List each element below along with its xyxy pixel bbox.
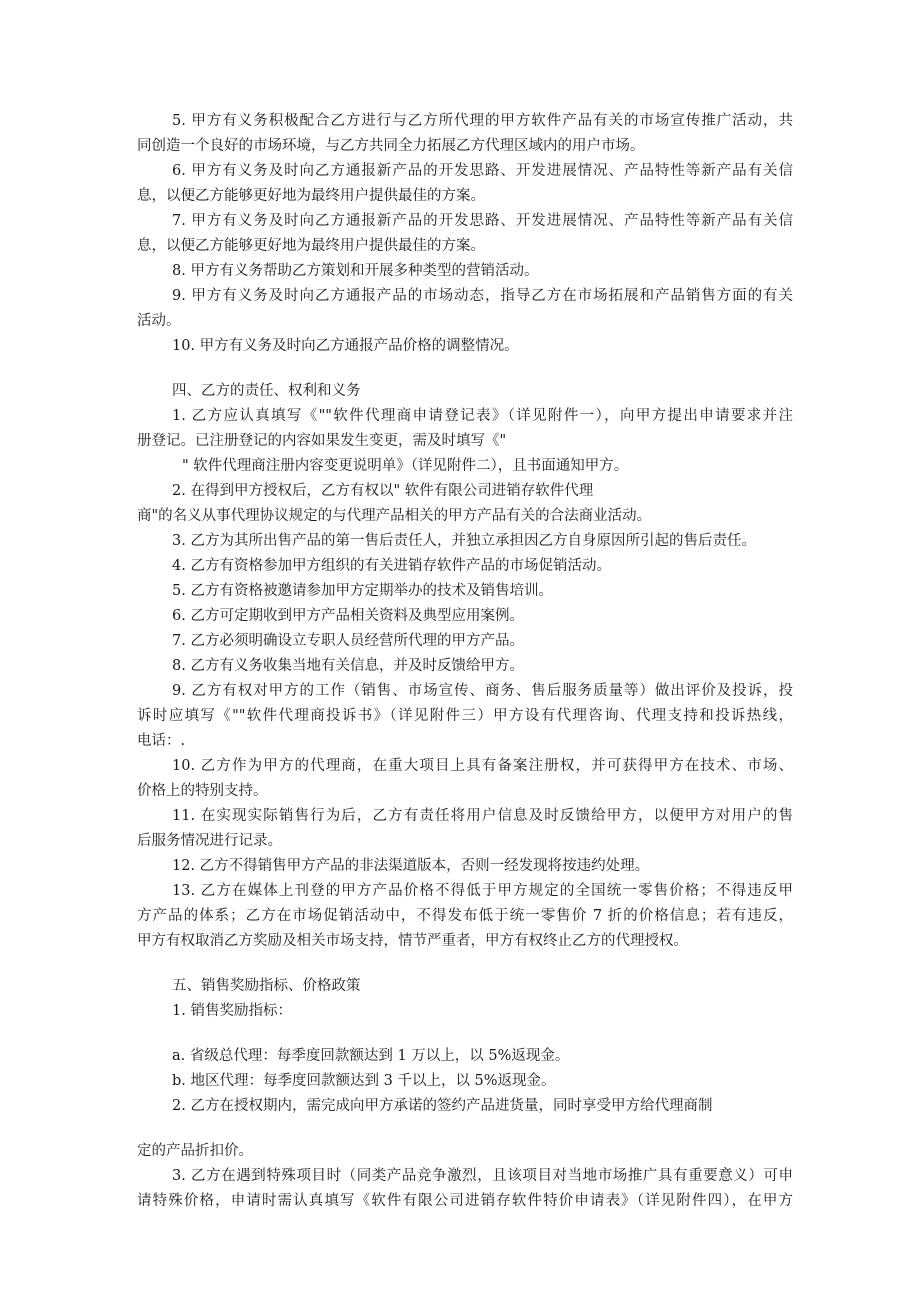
text-line: 册登记。已注册登记的内容如果发生变更，需及时填写《": [137, 433, 507, 449]
text-line: " 软件代理商注册内容变更说明单》（详见附件二），且书面通知甲方。: [182, 458, 629, 474]
text-line: 10. 甲方有义务及时向乙方通报产品价格的调整情况。: [172, 338, 519, 354]
text-line: 定的产品折扣价。: [137, 1143, 253, 1159]
text-line: 息，以便乙方能够更好地为最终用户提供最佳的方案。: [137, 188, 485, 204]
text-line: 4. 乙方有资格参加甲方组织的有关进销存软件产品的市场促销活动。: [172, 558, 611, 574]
text-line: 同创造一个良好的市场环境，与乙方共同全力拓展乙方代理区域内的用户市场。: [137, 138, 645, 154]
text-line: 价格上的特别支持。: [137, 783, 268, 799]
text-line: 商"的名义从事代理协议规定的与代理产品相关的甲方产品有关的合法商业活动。: [137, 508, 652, 524]
text-line: 请特殊价格，申请时需认真填写《软件有限公司进销存软件特价申请表》（详见附件四），在甲方: [137, 1193, 793, 1209]
text-line: 13. 乙方在媒体上刊登的甲方产品价格不得低于甲方规定的全国统一零售价格；不得违反甲: [172, 883, 793, 899]
text-line: a. 省级总代理：每季度回款额达到 1 万以上，以 5%返现金。: [172, 1048, 570, 1064]
text-line: 电话：.: [137, 733, 186, 749]
text-line: 7. 甲方有义务及时向乙方通报新产品的开发思路、开发进展情况、产品特性等新产品有关信: [172, 213, 793, 229]
text-line: 息，以便乙方能够更好地为最终用户提供最佳的方案。: [137, 238, 485, 254]
text-line: 诉时应填写《""软件代理商投诉书》（详见附件三）甲方设有代理咨询、代理支持和投诉热线，: [137, 708, 793, 724]
text-line: 5. 乙方有资格被邀请参加甲方定期举办的技术及销售培训。: [172, 583, 553, 599]
text-line: 8. 乙方有义务收集当地有关信息，并及时反馈给甲方。: [172, 658, 524, 674]
text-line: 9. 乙方有权对甲方的工作（销售、市场宣传、商务、售后服务质量等）做出评价及投诉，投: [172, 683, 793, 699]
text-line: 7. 乙方必须明确设立专职人员经营所代理的甲方产品。: [172, 633, 524, 649]
text-line: 方产品的体系；乙方在市场促销活动中，不得发布低于统一零售价 7 折的价格信息；若有违反，: [137, 908, 793, 924]
text-line: 10. 乙方作为甲方的代理商，在重大项目上具有备案注册权，并可获得甲方在技术、市场、: [172, 758, 793, 774]
text-line: 1. 销售奖励指标：: [172, 1003, 292, 1019]
text-line: 5. 甲方有义务积极配合乙方进行与乙方所代理的甲方软件产品有关的市场宣传推广活动，共: [172, 113, 793, 129]
text-line: 8. 甲方有义务帮助乙方策划和开展多种类型的营销活动。: [172, 263, 539, 279]
text-line: 3. 乙方为其所出售产品的第一售后责任人，并独立承担因乙方自身原因所引起的售后责任。: [172, 533, 756, 549]
text-line: 四、乙方的责任、权利和义务: [172, 383, 361, 399]
text-line: 后服务情况进行记录。: [137, 833, 282, 849]
text-line: 12. 乙方不得销售甲方产品的非法渠道版本，否则一经发现将按违约处理。: [172, 858, 650, 874]
text-line: 2. 在得到甲方授权后，乙方有权以" 软件有限公司进销存软件代理: [172, 483, 594, 499]
text-line: b. 地区代理：每季度回款额达到 3 千以上，以 5%返现金。: [172, 1073, 556, 1089]
text-line: 活动。: [137, 313, 181, 329]
text-line: 1. 乙方应认真填写《""软件代理商申请登记表》（详见附件一），向甲方提出申请要求并注: [172, 408, 793, 424]
text-line: 11. 在实现实际销售行为后，乙方有责任将用户信息及时反馈给甲方，以便甲方对用户的售: [172, 808, 793, 824]
text-line: 6. 乙方可定期收到甲方产品相关资料及典型应用案例。: [172, 608, 524, 624]
text-line: 6. 甲方有义务及时向乙方通报新产品的开发思路、开发进展情况、产品特性等新产品有关信: [172, 163, 793, 179]
text-line: 甲方有权取消乙方奖励及相关市场支持，情节严重者，甲方有权终止乙方的代理授权。: [137, 933, 688, 949]
text-line: 3. 乙方在遇到特殊项目时（同类产品竞争激烈，且该项目对当地市场推广具有重要意义）可申: [172, 1168, 793, 1184]
text-line: 五、销售奖励指标、价格政策: [172, 978, 361, 994]
text-line: 9. 甲方有义务及时向乙方通报产品的市场动态，指导乙方在市场拓展和产品销售方面的有关: [172, 288, 793, 304]
text-line: 2. 乙方在授权期内，需完成向甲方承诺的签约产品进货量，同时享受甲方给代理商制: [172, 1098, 713, 1114]
